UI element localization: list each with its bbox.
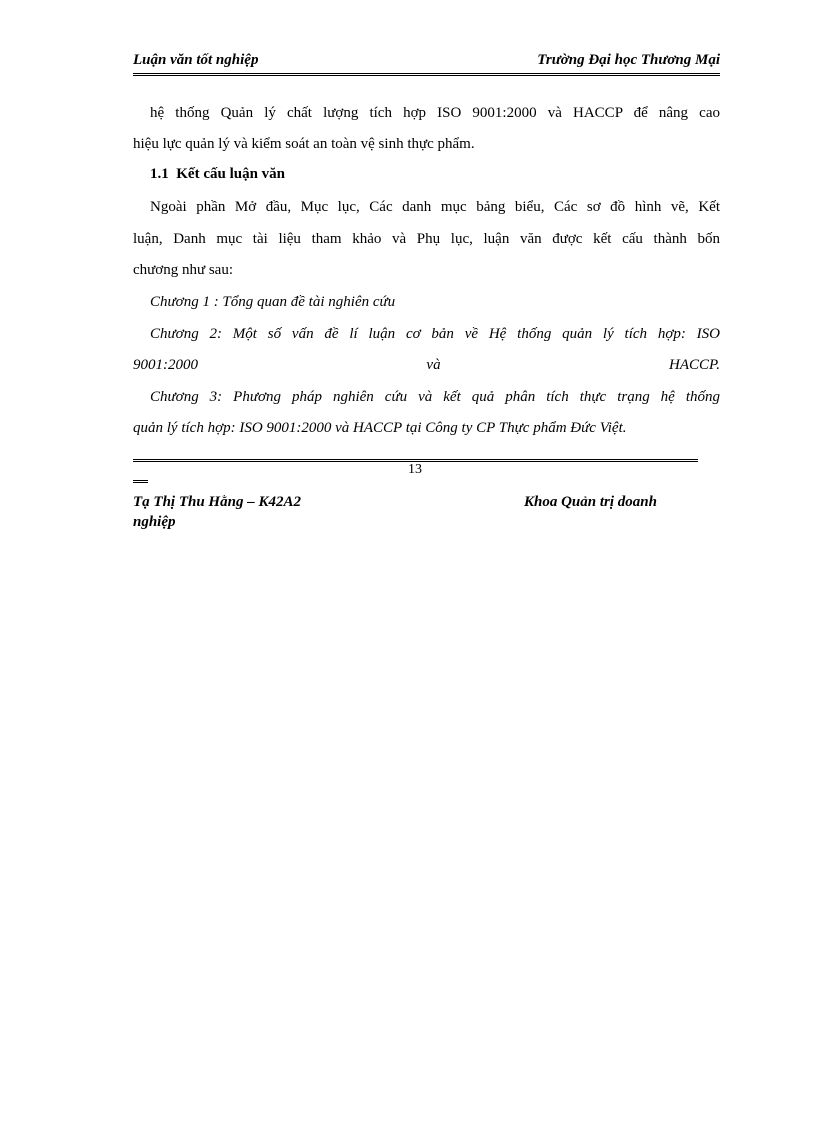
paragraph-2-line-1: Ngoài phần Mở đầu, Mục lục, Các danh mục bảng biểu, Các sơ đồ hình vẽ, Kết [150,199,720,215]
paragraph-2-line-2: luận, Danh mục tài liệu tham khảo và Phụ lục, luận văn được kết cấu thành bốn [133,231,720,247]
chapter-3-line-2: quản lý tích hợp: ISO 9001:2000 và HACCP tại Công ty CP Thực phẩm Đức Việt. [133,420,627,436]
footer-divider-stub [133,480,148,483]
chapter-2-line-1: Chương 2: Một số vấn đề lí luận cơ bản về Hệ thống quản lý tích hợp: ISO [150,326,720,342]
header-thesis-title: Luận văn tốt nghiệp [133,52,259,68]
header-university: Trường Đại học Thương Mại [537,52,720,68]
section-title: Kết cấu luận văn [176,166,286,182]
page-number: 13 [408,462,422,477]
chapter-2-line-2: 9001:2000 và HACCP. [133,357,720,373]
footer-department: Khoa Quản trị doanh [524,494,657,510]
section-heading [150,164,285,184]
section-number: 1.1 [150,166,169,182]
paragraph-1-line-1: hệ thống Quản lý chất lượng tích hợp ISO 9001:2000 và HACCP để nâng cao [150,105,720,121]
page-header [133,52,720,74]
chapter-1: Chương 1 : Tổng quan đề tài nghiên cứu [150,294,396,310]
header-divider [133,73,720,76]
paragraph-2-line-3: chương như sau: [133,262,234,278]
paragraph-1-line-2: hiệu lực quản lý và kiểm soát an toàn vệ sinh thực phẩm. [133,136,475,152]
footer-author: Tạ Thị Thu Hằng – K42A2 [133,494,301,510]
chapter-3-line-1: Chương 3: Phương pháp nghiên cứu và kết quả phân tích thực trạng hệ thống [150,389,720,405]
footer-department-continued: nghiệp [133,514,176,530]
